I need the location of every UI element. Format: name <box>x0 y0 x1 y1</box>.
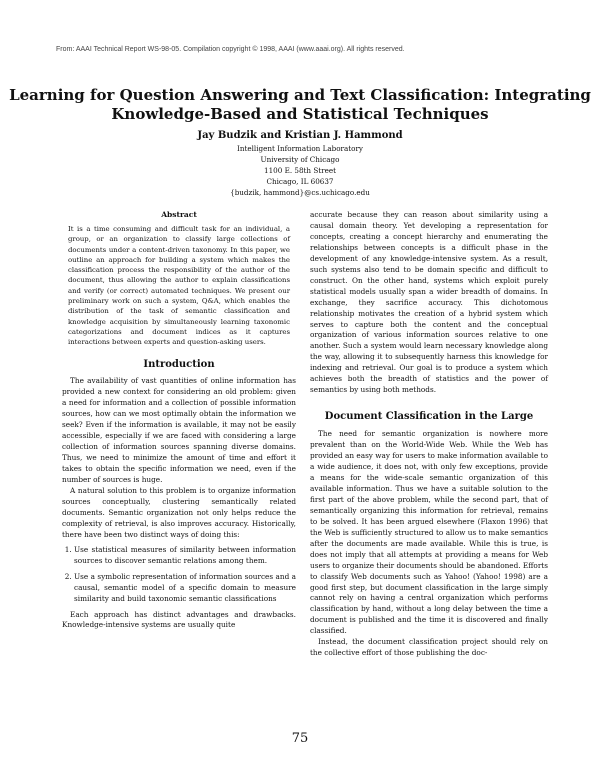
right-paragraph-2: The need for semantic organization is nowhere more prevalent than on the World-Wide Web. While the Web has provided an easy way for users to make information available to a wide audience, it does not, with only few exceptions, provide a means for the wide-scale semantic organization of this available information. Thus we have a suitable solution to the first part of the above problem, while the second part, that of semantically organizing this information for retrieval, remains to be solved. It has been argued elsewhere (Flaxon 1996) that the Web is sufficiently structured to allow us to make semantics after the documents are made available. While this is true, is does not imply that all attempts at providing a means for Web users to organize their documents should be abandoned. Efforts to classify Web documents such as Yahoo! (Yahoo! 1998) are a good first step, but document classification in the large simply cannot rely on having a central organization which performs classification by hand, without a long delay between the time a document is published and the time it is discovered and finally classified. <box>310 429 548 636</box>
right-column <box>310 210 548 659</box>
affiliation-university: University of Chicago <box>260 155 340 164</box>
affiliation-city: Chicago, IL 60637 <box>266 177 334 186</box>
copyright-note: From: AAAI Technical Report WS-98-05. Compilation copyright © 1998, AAAI (www.aaai.org). All rights reserved. <box>56 46 405 53</box>
affiliation <box>200 143 400 198</box>
introduction-heading: Introduction <box>143 358 215 370</box>
intro-approaches-list <box>62 545 296 605</box>
affiliation-email: {budzik, hammond}@cs.uchicago.edu <box>230 188 370 197</box>
doc-classification-heading: Document Classification in the Large <box>324 411 534 423</box>
right-paragraph-1: accurate because they can reason about similarity using a causal domain theory. Yet developing a representation for concepts, creating a concept hierarchy and enumerating the relationships between concepts is a difficult phase in the development of any knowledge-intensive system. As a result, such systems also tend to be domain specific and difficult to construct. On the other hand, systems which exploit purely statistical models usually span a wider breadth of domains. In exchange, they sacrifice accuracy. This dichotomous relationship motivates the creation of a hybrid system which serves to capture both the content and the conceptual organization of various information sources relative to one another. Such a system would learn necessary knowledge along the way, allowing it to subsequently harness this knowledge for indexing and retrieval. Our goal is to produce a system which achieves both the breadth of statistics and the power of semantics by using both methods. <box>310 210 548 395</box>
page-number: 75 <box>291 731 309 746</box>
abstract-text: It is a time consuming and difficult task for an individual, a group, or an organization to classify large collections of documents under a content-driven taxonomy. In this paper, we outline an approach for building a system which makes the classification process the responsibility of the author of the document, thus allowing the author to explain classifications and verify (or correct) automated techniques. We present our preliminary work on such a system, Q&A, which enables the distribution of the task of semantic classification and knowledge acquisition by simultaneously learning taxonomic categorizations and document indices as it captures interactions between experts and question-asking users. <box>68 224 290 347</box>
intro-paragraph-1: The availability of vast quantities of online information has provided a new context for considering an old problem: given a need for information and a collection of possible information sources, how can we most optimally obtain the information we seek? Even if the information is available, it may not be easily accessible, especially if we are faced with considering a large collection of information sources spanning diverse domains. Thus, we need to minimize the amount of time and effort it takes to obtain the specific information we need, even if the number of sources is huge. <box>62 376 296 485</box>
intro-paragraph-3: Each approach has distinct advantages and drawbacks. Knowledge-intensive systems are usually quite <box>62 609 296 630</box>
authors: Jay Budzik and Kristian J. Hammond <box>197 130 403 141</box>
affiliation-lab: Intelligent Information Laboratory <box>236 144 363 153</box>
list-item: 1. Use statistical measures of similarity between information sources to discover semantic relations among them. <box>74 545 296 567</box>
list-item: 2. Use a symbolic representation of information sources and a causal, semantic model of a specific domain to measure similarity and build taxonomic semantic classifications <box>74 572 296 605</box>
left-column <box>62 210 296 631</box>
right-paragraph-3: Instead, the document classification project should rely on the collective effort of those publishing the doc- <box>310 637 548 658</box>
intro-paragraph-2: A natural solution to this problem is to organize information sources conceptually, clustering semantically related documents. Semantic organization not only helps reduce the complexity of retrieval, is also improves accuracy. Historically, there have been two distinct ways of doing this: <box>62 486 296 539</box>
title-line-1: Learning for Question Answering and Text Classification: Integrating <box>9 86 591 104</box>
paper-title <box>0 86 600 124</box>
abstract-heading: Abstract <box>161 210 197 219</box>
title-line-2: Knowledge-Based and Statistical Techniques <box>111 105 489 123</box>
affiliation-street: 1100 E. 58th Street <box>264 166 336 175</box>
